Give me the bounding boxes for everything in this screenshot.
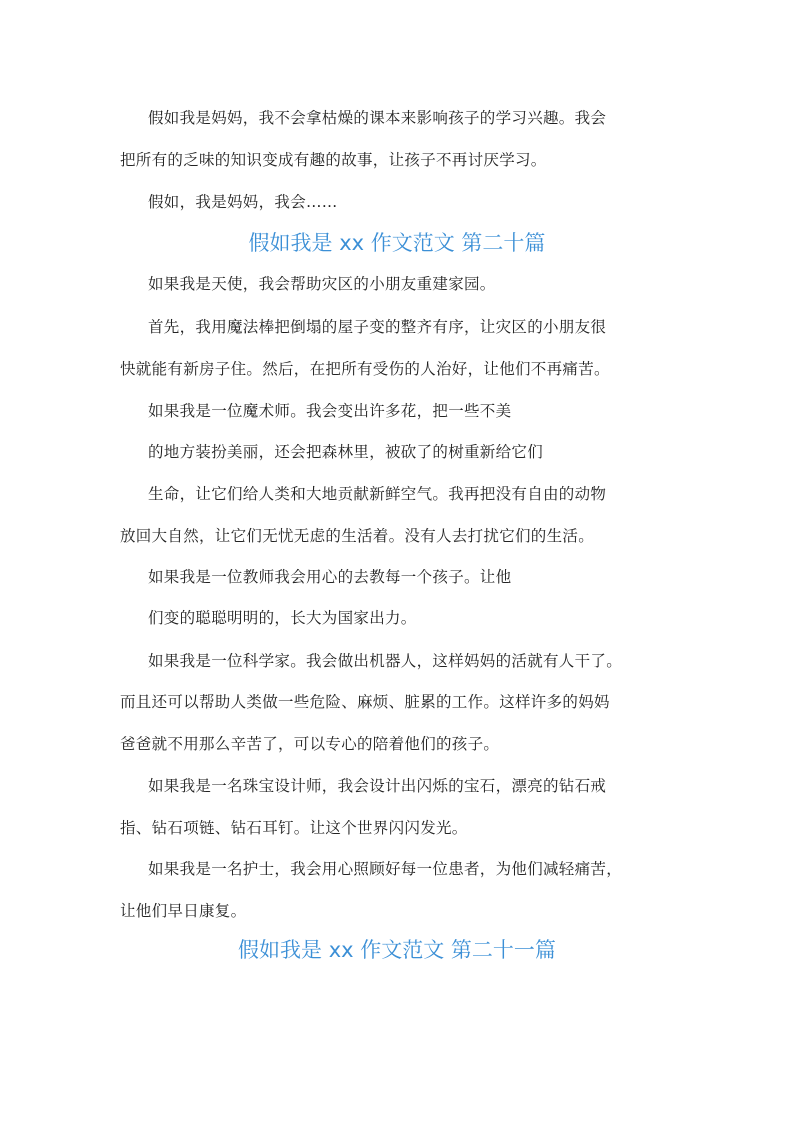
paragraph-line: 如果我是一名珠宝设计师，我会设计出闪烁的宝石，漂亮的钻石戒 xyxy=(148,777,607,795)
paragraph-line: 首先，我用魔法棒把倒塌的屋子变的整齐有序，让灾区的小朋友很 xyxy=(148,318,607,336)
paragraph-line: 让他们早日康复。 xyxy=(120,902,247,920)
section-heading: 假如我是 xx 作文范文 第二十篇 xyxy=(248,231,546,255)
paragraph-line: 指、钻石项链、钻石耳钉。让这个世界闪闪发光。 xyxy=(120,819,468,837)
paragraph-line: 的地方装扮美丽，还会把森林里，被砍了的树重新给它们 xyxy=(148,443,544,461)
paragraph-line: 放回大自然，让它们无忧无虑的生活着。没有人去打扰它们的生活。 xyxy=(120,527,595,545)
paragraph-line: 而且还可以帮助人类做一些危险、麻烦、脏累的工作。这样许多的妈妈 xyxy=(120,693,610,711)
paragraph-line: 假如我是妈妈，我不会拿枯燥的课本来影响孩子的学习兴趣。我会 xyxy=(148,109,607,127)
paragraph-line: 如果我是天使，我会帮助灾区的小朋友重建家园。 xyxy=(148,275,496,293)
paragraph-line: 生命，让它们给人类和大地贡献新鲜空气。我再把没有自由的动物 xyxy=(148,485,607,503)
paragraph-line: 快就能有新房子住。然后，在把所有受伤的人治好，让他们不再痛苦。 xyxy=(120,360,610,378)
paragraph-line: 如果我是一位教师我会用心的去教每一个孩子。让他 xyxy=(148,568,512,586)
paragraph-line: 如果我是一位科学家。我会做出机器人，这样妈妈的活就有人干了。 xyxy=(148,652,623,670)
paragraph-line: 如果我是一名护士，我会用心照顾好每一位患者，为他们减轻痛苦， xyxy=(148,860,623,878)
paragraph-line: 们变的聪聪明明的，长大为国家出力。 xyxy=(148,609,417,627)
section-heading: 假如我是 xx 作文范文 第二十一篇 xyxy=(238,938,556,962)
paragraph-line: 把所有的乏味的知识变成有趣的故事，让孩子不再讨厌学习。 xyxy=(120,151,547,169)
paragraph-line: 假如，我是妈妈，我会…… xyxy=(148,193,338,211)
paragraph-line: 如果我是一位魔术师。我会变出许多花，把一些不美 xyxy=(148,402,512,420)
paragraph-line: 爸爸就不用那么辛苦了，可以专心的陪着他们的孩子。 xyxy=(120,735,500,753)
